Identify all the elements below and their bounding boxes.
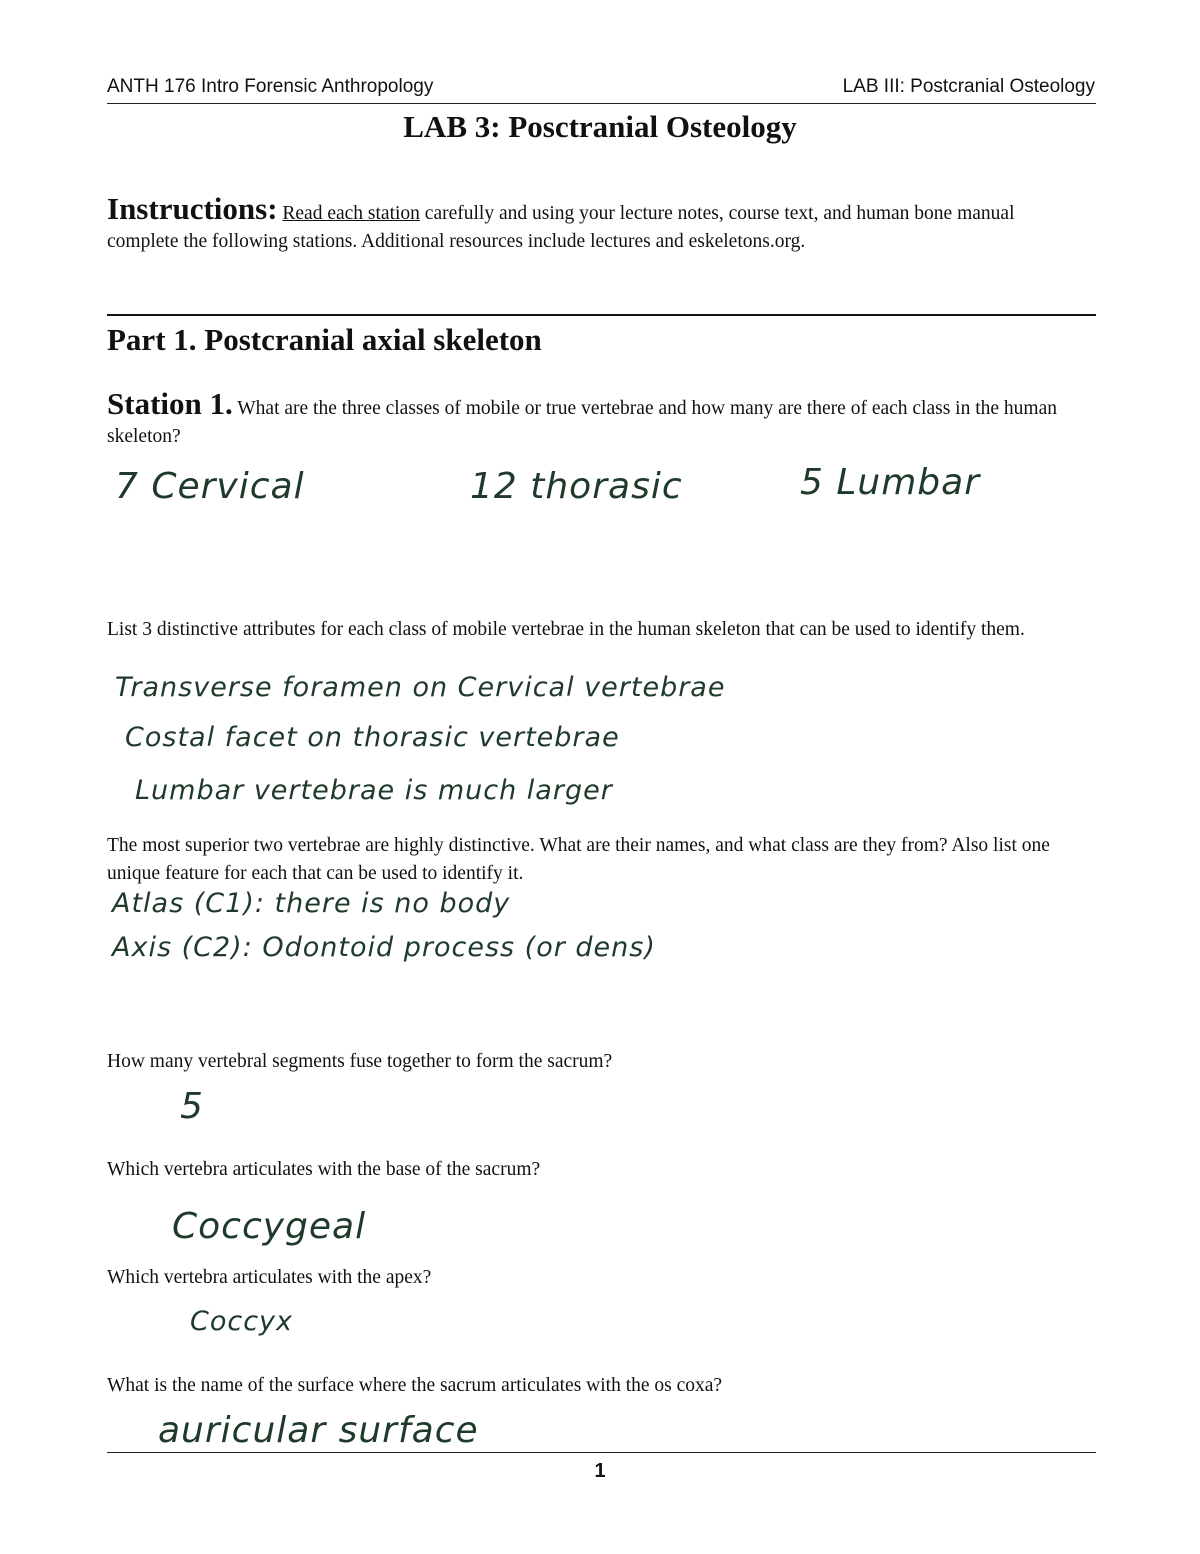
answer-cervical: 7 Cervical bbox=[115, 466, 305, 507]
q3-question: The most superior two vertebrae are highly distinctive. What are their names, and what class are they from? Also list one unique feature for each that can be used to identify it. bbox=[107, 835, 1050, 884]
station1-question bbox=[107, 386, 1087, 451]
q3-answer-atlas: Atlas (C1): there is no body bbox=[112, 888, 511, 919]
header-lab: LAB III: Postcranial Osteology bbox=[842, 76, 1095, 97]
q6-answer: Coccyx bbox=[190, 1306, 294, 1337]
q6-question: Which vertebra articulates with the apex? bbox=[107, 1267, 432, 1288]
q2-answer-1: Transverse foramen on Cervical vertebrae bbox=[115, 672, 726, 703]
q5-answer: Coccygeal bbox=[172, 1206, 367, 1247]
section-rule bbox=[107, 314, 1096, 316]
instructions-label: Instructions: bbox=[107, 191, 278, 226]
header-rule bbox=[107, 103, 1096, 104]
station1-question-text: What are the three classes of mobile or true vertebrae and how many are there of each class in the human skeleton? bbox=[107, 398, 1057, 447]
q4-answer: 5 bbox=[180, 1086, 204, 1127]
q2-question: List 3 distinctive attributes for each class of mobile vertebrae in the human skeleton that can be used to identify them. bbox=[107, 619, 1025, 640]
footer-rule bbox=[107, 1452, 1096, 1453]
page-title: LAB 3: Posctranial Osteology bbox=[403, 109, 797, 144]
q4-question: How many vertebral segments fuse together to form the sacrum? bbox=[107, 1051, 613, 1072]
header-course: ANTH 176 Intro Forensic Anthropology bbox=[107, 76, 434, 97]
station1-label: Station 1. bbox=[107, 386, 233, 421]
part1-heading: Part 1. Postcranial axial skeleton bbox=[107, 322, 542, 357]
q2-answer-2: Costal facet on thorasic vertebrae bbox=[125, 722, 620, 753]
q7-answer: auricular surface bbox=[158, 1410, 479, 1451]
answer-lumbar: 5 Lumbar bbox=[800, 462, 981, 503]
page-number: 1 bbox=[594, 1460, 606, 1482]
q7-question: What is the name of the surface where the sacrum articulates with the os coxa? bbox=[107, 1375, 723, 1396]
instructions-text: carefully and using your lecture notes, course text, and human bone manual complete the following stations. Additional resources include lectures and eskeletons.org. bbox=[107, 203, 1015, 252]
instructions bbox=[107, 191, 1087, 256]
q5-question: Which vertebra articulates with the base of the sacrum? bbox=[107, 1159, 541, 1180]
instructions-underlined: Read each station bbox=[282, 203, 420, 224]
q3-answer-axis: Axis (C2): Odontoid process (or dens) bbox=[112, 932, 656, 963]
answer-thorasic: 12 thorasic bbox=[470, 466, 683, 507]
q2-answer-3: Lumbar vertebrae is much larger bbox=[135, 775, 613, 806]
